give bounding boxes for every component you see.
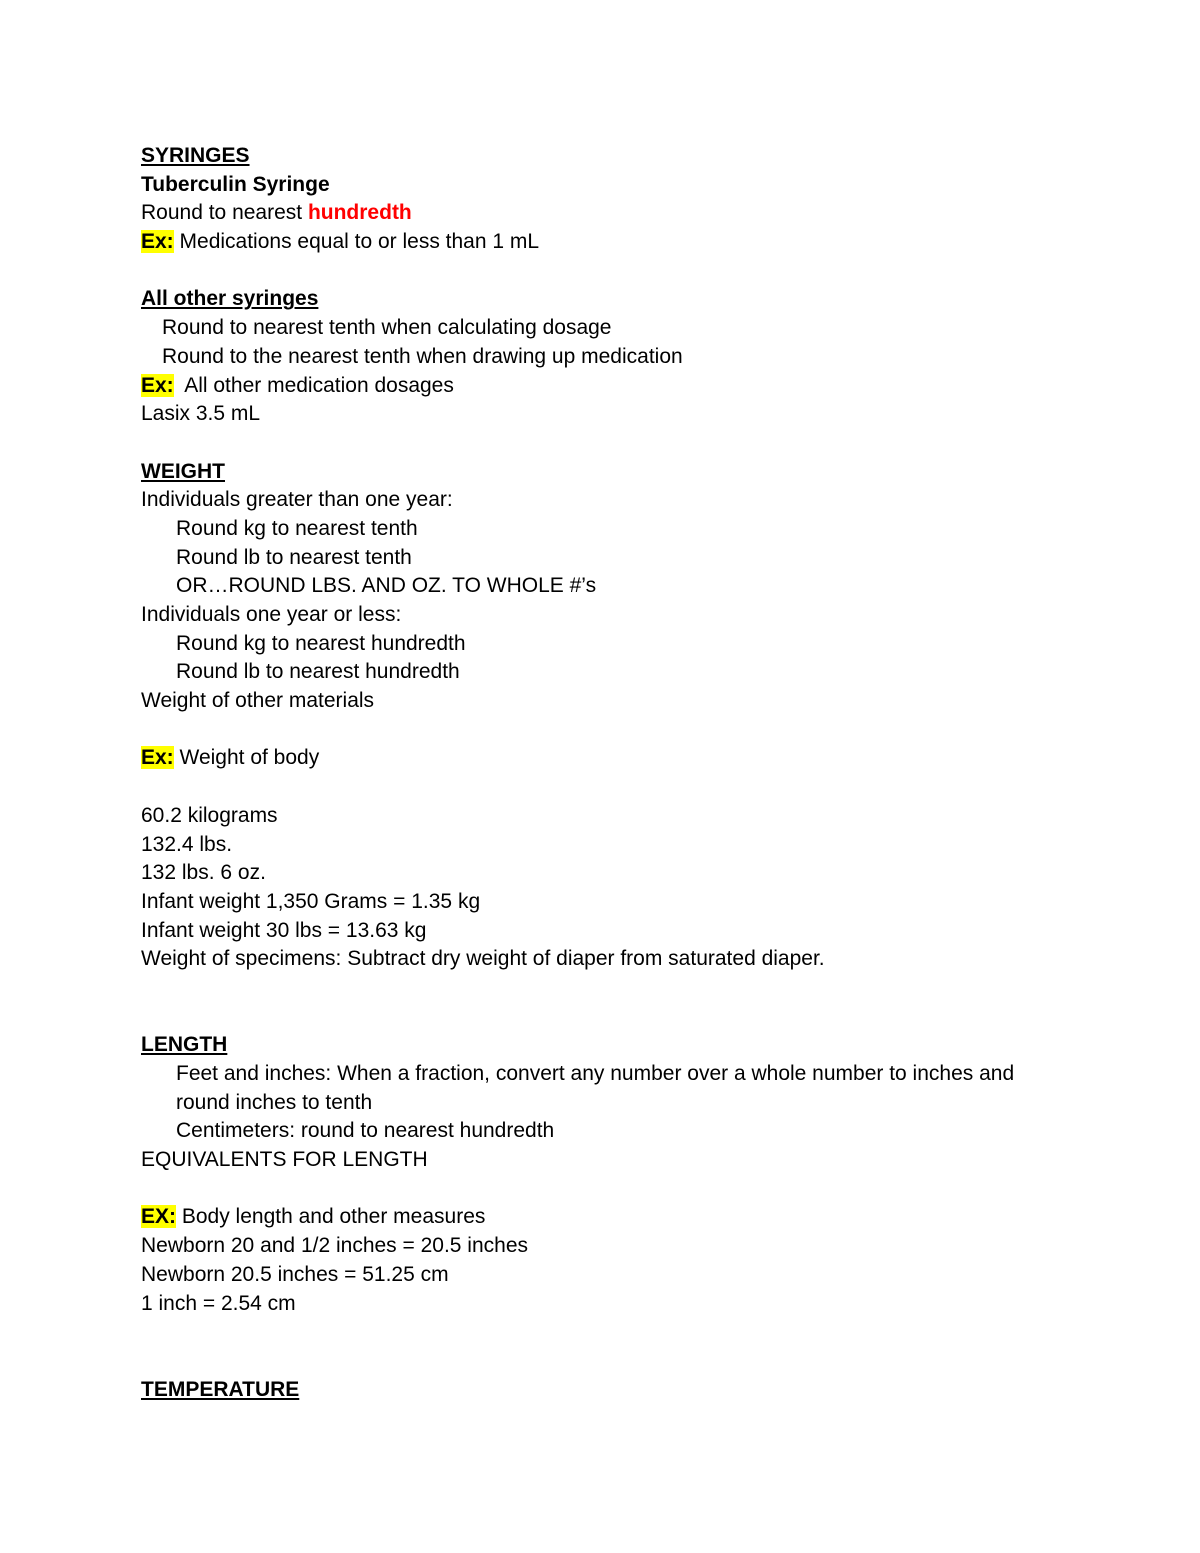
length-heading: LENGTH: [141, 1033, 228, 1057]
weight-over-rule: Round kg to nearest tenth: [176, 516, 418, 540]
weight-example-line: Infant weight 1,350 Grams = 1.35 kg: [141, 889, 481, 913]
spacer: [141, 773, 1061, 802]
syringes-heading: SYRINGES: [141, 144, 250, 167]
spacer: [141, 257, 1061, 286]
weight-over-rule: Round lb to nearest tenth: [176, 545, 412, 569]
spacer: [141, 716, 1061, 745]
other-syringes-example: [141, 372, 1061, 401]
round-rule-emphasis: hundredth: [307, 201, 412, 225]
example-label: Ex:: [141, 746, 174, 770]
round-rule-prefix: Round to nearest: [141, 201, 308, 225]
weight-under-one-year: Individuals one year or less:: [141, 603, 402, 626]
temperature-heading: TEMPERATURE: [141, 1377, 300, 1401]
length-example-line: Newborn 20 and 1/2 inches = 20.5 inches: [141, 1234, 529, 1258]
length-feet-rule: Feet and inches: When a fraction, convert any number over a whole number to inches and: [176, 1062, 1015, 1085]
spacer: [141, 1003, 1061, 1032]
weight-example-line: Infant weight 30 lbs = 13.63 kg: [141, 918, 427, 942]
length-cm-rule: Centimeters: round to nearest hundredth: [176, 1119, 555, 1143]
weight-heading: WEIGHT: [141, 459, 225, 483]
weight-example-line: 132 lbs. 6 oz.: [141, 861, 266, 885]
weight-other-materials: Weight of other materials: [141, 689, 375, 713]
weight-over-one-year: Individuals greater than one year:: [141, 488, 453, 512]
document-page: [141, 142, 1061, 1404]
weight-under-rule: Round lb to nearest hundredth: [176, 660, 460, 684]
weight-example: [141, 744, 1061, 773]
length-equivalents: EQUIVALENTS FOR LENGTH: [141, 1148, 428, 1172]
length-example: [141, 1203, 1061, 1232]
length-feet-rule-continued: round inches to tenth: [176, 1090, 373, 1114]
example-label: Ex:: [141, 230, 174, 254]
spacer: [141, 974, 1061, 1003]
weight-example-line: Weight of specimens: Subtract dry weight of diaper from saturated diaper.: [141, 947, 825, 971]
length-example-line: 1 inch = 2.54 cm: [141, 1291, 296, 1315]
lasix-example: Lasix 3.5 mL: [141, 402, 261, 426]
weight-under-rule: Round kg to nearest hundredth: [176, 631, 466, 655]
example-text: Weight of body: [173, 746, 320, 770]
example-text: All other medication dosages: [173, 373, 454, 397]
tuberculin-round-rule: [141, 199, 1061, 228]
other-syringes-rule-1: Round to nearest tenth when calculating dosage: [162, 316, 612, 340]
example-text: Medications equal to or less than 1 mL: [173, 230, 540, 254]
spacer: [141, 1175, 1061, 1204]
tuberculin-syringe-title: Tuberculin Syringe: [141, 172, 330, 196]
spacer: [141, 1318, 1061, 1347]
tuberculin-example: [141, 228, 1061, 257]
weight-example-line: 60.2 kilograms: [141, 803, 278, 827]
other-syringes-rule-2: Round to the nearest tenth when drawing up medication: [162, 344, 683, 368]
example-label: EX:: [141, 1205, 177, 1229]
example-text: Body length and other measures: [176, 1205, 486, 1229]
length-example-line: Newborn 20.5 inches = 51.25 cm: [141, 1262, 449, 1286]
weight-example-line: 132.4 lbs.: [141, 832, 233, 856]
spacer: [141, 429, 1061, 458]
weight-over-rule: OR…ROUND LBS. AND OZ. TO WHOLE #’s: [176, 574, 597, 598]
example-label: Ex:: [141, 373, 174, 397]
spacer: [141, 1347, 1061, 1376]
other-syringes-heading: All other syringes: [141, 287, 319, 311]
